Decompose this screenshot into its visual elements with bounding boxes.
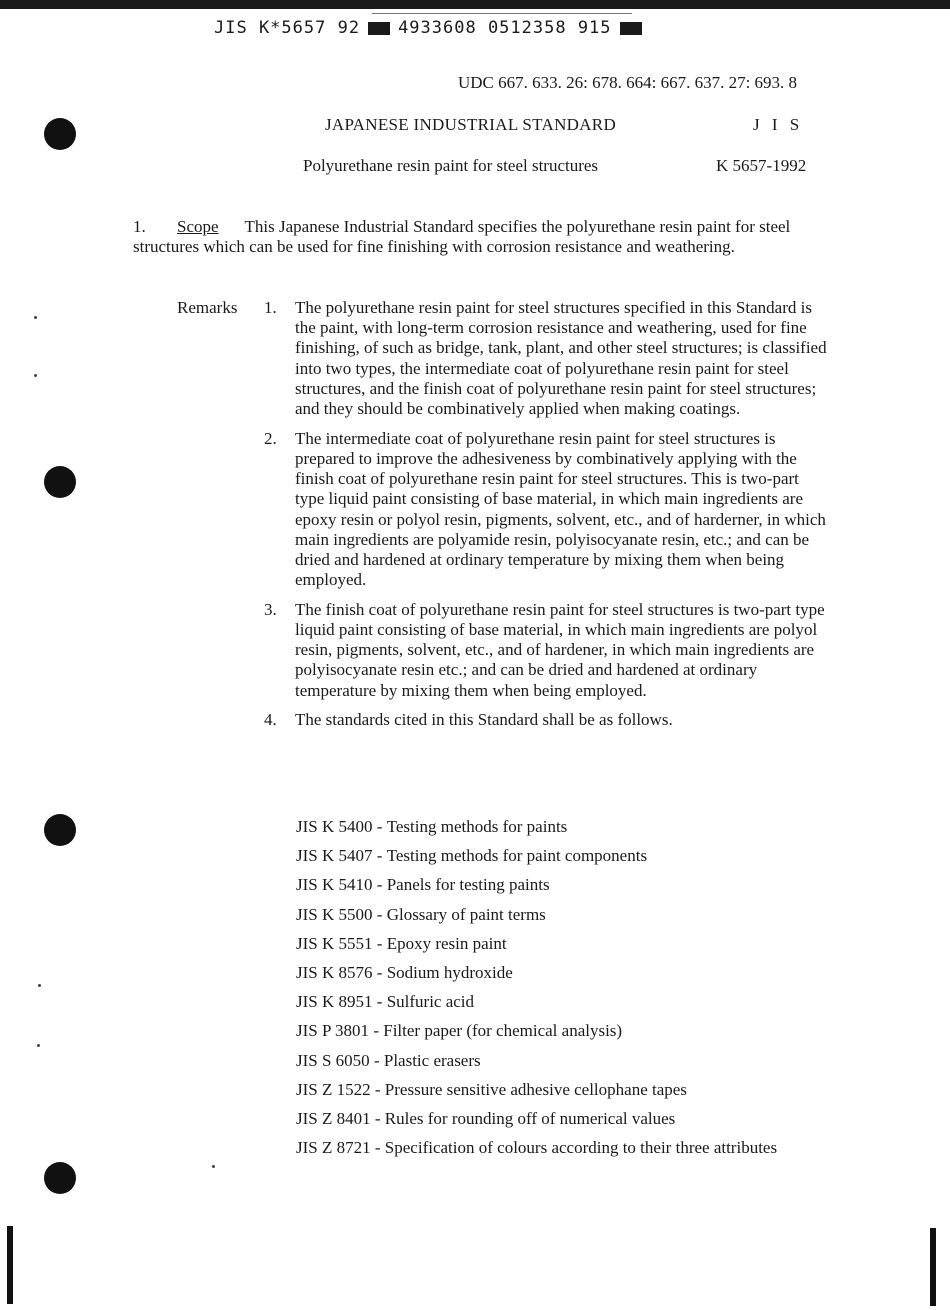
reference-item: JIS K 5410 - Panels for testing paints <box>296 875 826 904</box>
cited-standards-list <box>296 817 826 1167</box>
remarks-list <box>264 298 832 740</box>
section-heading: Scope <box>177 217 219 236</box>
reference-item: JIS K 5500 - Glossary of paint terms <box>296 905 826 934</box>
reference-title: Filter paper (for chemical analysis) <box>383 1021 623 1041</box>
reference-title: Sodium hydroxide <box>386 962 513 982</box>
reference-code: JIS K 5407 <box>296 846 373 866</box>
punch-hole <box>44 118 76 150</box>
reference-code: JIS Z 8401 <box>296 1108 371 1128</box>
reference-code: JIS S 6050 <box>296 1050 370 1070</box>
reference-item: JIS Z 8721 - Specification of colours according to their three attributes <box>296 1138 826 1167</box>
reference-code: JIS K 5551 <box>296 933 373 953</box>
reference-title: Sulfuric acid <box>386 992 475 1012</box>
reference-code: JIS K 8576 <box>296 962 373 982</box>
reference-title: Testing methods for paint components <box>386 846 648 866</box>
document-title: Polyurethane resin paint for steel structures <box>303 156 599 175</box>
scope-section <box>133 217 828 257</box>
standard-name: JAPANESE INDUSTRIAL STANDARD <box>325 115 617 134</box>
header-code-line <box>214 18 642 38</box>
reference-item: JIS S 6050 - Plastic erasers <box>296 1051 826 1080</box>
remark-number: 1. <box>264 298 277 317</box>
header-code-prefix: JIS K*5657 92 <box>214 18 361 38</box>
reference-title: Plastic erasers <box>383 1050 481 1070</box>
reference-item: JIS K 8951 - Sulfuric acid <box>296 992 826 1021</box>
header-thin-rule <box>372 13 632 14</box>
remark-number: 2. <box>264 428 277 448</box>
scope-text: This Japanese Industrial Standard specifies the polyurethane resin paint for steel structures which can be used for fine finishing with corrosion resistance and weathering. <box>133 217 791 256</box>
reference-title: Specification of colours according to their three attributes <box>384 1138 778 1158</box>
remark-item <box>264 710 832 730</box>
reference-item: JIS K 5551 - Epoxy resin paint <box>296 934 826 963</box>
reference-code: JIS K 5410 <box>296 875 373 895</box>
scan-speck <box>34 374 37 377</box>
reference-code: JIS K 8951 <box>296 992 373 1012</box>
remark-number: 4. <box>264 710 277 730</box>
reference-item: JIS K 5407 - Testing methods for paint components <box>296 846 826 875</box>
reference-item: JIS K 8576 - Sodium hydroxide <box>296 963 826 992</box>
top-border-rule <box>0 0 950 9</box>
document-number: K 5657-1992 <box>716 156 807 175</box>
remark-item <box>264 298 832 419</box>
remark-item <box>264 429 832 591</box>
remark-text: The finish coat of polyurethane resin paint for steel structures is two-part type liquid paint consisting of base material, in which main ingredients are polyol resin, pigments, solvent, etc., and of hardener, in which main ingredients are polyisocyanate resin etc.; and can be dried and hardened at ordinary temperature by mixing them when being employed. <box>295 599 825 700</box>
reference-item: JIS Z 8401 - Rules for rounding off of numerical values <box>296 1109 826 1138</box>
left-edge-bar <box>7 1226 13 1304</box>
header-code-middle: 4933608 0512358 915 <box>398 18 612 38</box>
punch-hole <box>44 814 76 846</box>
section-number: 1. <box>133 217 146 236</box>
reference-title: Rules for rounding off of numerical values <box>384 1108 676 1128</box>
reference-title: Epoxy resin paint <box>386 933 507 953</box>
udc-code: UDC 667. 633. 26: 678. 664: 667. 637. 27: 693. 8 <box>458 73 798 92</box>
remark-item <box>264 600 832 701</box>
remark-number: 3. <box>264 599 277 619</box>
reference-item: JIS K 5400 - Testing methods for paints <box>296 817 826 846</box>
reference-code: JIS Z 8721 <box>296 1138 371 1158</box>
reference-code: JIS K 5400 <box>296 817 373 836</box>
reference-item: JIS P 3801 - Filter paper (for chemical analysis) <box>296 1021 826 1050</box>
black-block-mark <box>620 22 642 35</box>
remark-text: The polyurethane resin paint for steel structures specified in this Standard is the paint, with long-term corrosion resistance and weathering, used for fine finishing, of such as bridge, tank, plant, and other steel structures; is classified into two types, the intermediate coat of polyurethane resin paint for steel structures, and the finish coat of polyurethane resin paint for steel structures; and they should be combinatively applied when making coatings. <box>295 298 827 419</box>
reference-code: JIS K 5500 <box>296 904 373 924</box>
reference-code: JIS P 3801 <box>296 1021 370 1041</box>
punch-hole <box>44 466 76 498</box>
remark-text: The intermediate coat of polyurethane resin paint for steel structures is prepared to improve the adhesiveness by combinatively applying with the finish coat of polyurethane resin paint for steel structures. This is two-part type liquid paint consisting of base material, in which main ingredients are epoxy resin or polyol resin, pigments, solvent, etc., and of harderner, in which main ingredients are polyamide resin, polyisocyanate resin, etc.; and can be dried and hardened at ordinary temperature by mixing them when being employed. <box>295 428 826 590</box>
reference-title: Glossary of paint terms <box>386 904 546 924</box>
reference-title: Panels for testing paints <box>386 875 550 895</box>
reference-title: Pressure sensitive adhesive cellophane tapes <box>384 1079 687 1099</box>
reference-code: JIS Z 1522 <box>296 1079 371 1099</box>
scan-speck <box>37 1044 40 1047</box>
scan-speck <box>212 1165 215 1168</box>
remark-text: The standards cited in this Standard shall be as follows. <box>295 710 673 730</box>
right-edge-bar <box>930 1228 936 1306</box>
scan-speck <box>34 316 37 319</box>
scan-speck <box>38 984 41 987</box>
reference-title: Testing methods for paints <box>386 817 568 836</box>
remarks-label: Remarks <box>177 298 238 317</box>
punch-hole <box>44 1162 76 1194</box>
reference-item: JIS Z 1522 - Pressure sensitive adhesive cellophane tapes <box>296 1080 826 1109</box>
black-block-mark <box>368 22 390 35</box>
jis-mark: J I S <box>753 115 804 134</box>
